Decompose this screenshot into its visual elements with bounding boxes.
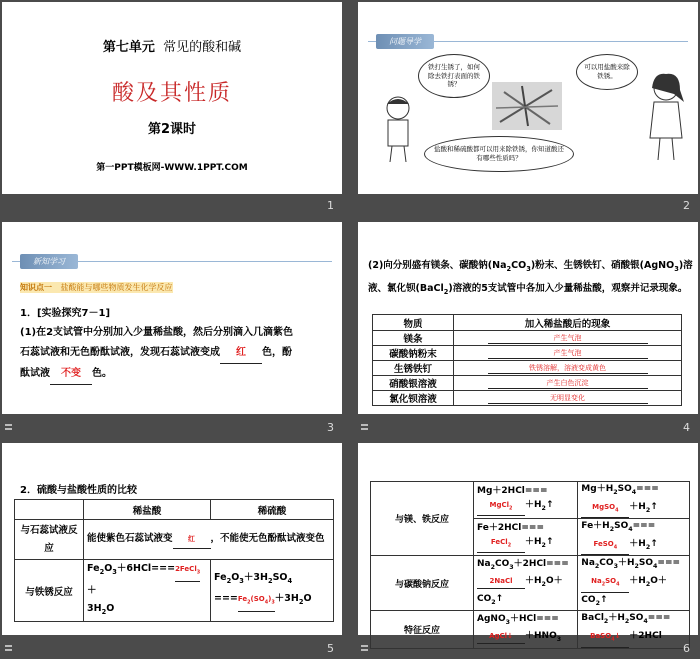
note-icon	[4, 644, 14, 654]
subscript: 4	[615, 507, 619, 514]
section-tag: 问题导学	[376, 34, 434, 49]
table-row-na2co3	[371, 556, 690, 611]
slide-5-footer	[2, 639, 342, 659]
row-litmus-content	[84, 520, 334, 560]
subscript: 4	[611, 636, 615, 643]
section-heading: 2．硫酸与盐酸性质的比较	[20, 485, 137, 496]
hcl-eq-plus: ＋	[87, 585, 97, 597]
subscript: 2	[443, 287, 449, 296]
na-h2so4-eq2: CO	[599, 558, 614, 569]
fe-hcl-answer-text: FeCl	[490, 538, 508, 547]
mg-hcl-tail: ＋H	[525, 499, 542, 510]
row-result	[454, 391, 682, 406]
subscript: 2	[509, 505, 513, 512]
subscript: 2	[541, 504, 546, 512]
slide-1[interactable]	[2, 2, 342, 194]
table-header-row	[15, 500, 334, 520]
table-row-litmus	[15, 520, 334, 560]
subscript: 3	[196, 569, 201, 576]
hcl-eq-e: O	[106, 603, 115, 615]
mg-h2so4-tail: ＋H	[629, 501, 646, 512]
table-row	[373, 331, 682, 346]
intro-part-1: (2)向分别盛有镁条、碳酸钠(Na	[368, 260, 507, 271]
slide-2-footer	[358, 196, 698, 216]
page-number: 4	[683, 421, 690, 434]
subscript: 2	[645, 506, 651, 514]
subscript: 4	[613, 544, 618, 551]
subscript: 3	[613, 563, 618, 571]
question-line-3	[20, 364, 330, 385]
na-h2so4-tail2: O＋	[650, 576, 667, 587]
reactions-table	[370, 481, 690, 649]
litmus-text-b: ，不能使无色酚酞试液变色	[210, 533, 325, 544]
row-label-characteristic: 特征反应	[371, 611, 474, 648]
table-row	[373, 361, 682, 376]
mg-hcl-cell	[474, 482, 578, 519]
slide-5[interactable]	[2, 443, 342, 635]
subscript: 2	[634, 563, 639, 571]
litmus-answer: 红	[173, 530, 211, 549]
na-hcl-eq2: CO	[495, 558, 510, 569]
mg-h2so4-answer-text: MgSO	[592, 502, 616, 511]
hcl-eq-b: O	[104, 563, 113, 574]
fe-h2so4-tail: ＋H	[629, 538, 646, 549]
h2so4-answer-b: (SO	[250, 594, 265, 603]
subscript: 3	[271, 599, 275, 606]
up-arrow-icon: ↑	[495, 594, 504, 605]
na-h2so4-answer-a: Na	[591, 577, 602, 586]
header-phenomenon: 加入稀盐酸后的现象	[454, 315, 682, 331]
subscript: 2	[491, 599, 496, 607]
row-substance: 碳酸钠粉末	[373, 346, 454, 361]
row-label-rust: 与铁锈反应	[15, 560, 84, 622]
litmus-text-a: 能使紫色石蕊试液变	[87, 533, 173, 544]
na-h2so4-cell	[578, 556, 690, 611]
intro-part-3: )粉末、生锈铁钉、硝酸银	[530, 260, 640, 271]
site-label: 第一PPT模板网-WWW.1PPT.COM	[96, 163, 248, 173]
h2so4-eq-f: ＋3H	[274, 592, 299, 604]
row-result	[454, 346, 682, 361]
mg-hcl-answer	[477, 498, 525, 516]
subscript: 2	[101, 608, 107, 617]
na-h2so4-tail: ＋H	[629, 576, 646, 587]
mg-h2so4-answer	[581, 500, 629, 518]
ba-answer-b: ↓	[614, 632, 621, 641]
page-number: 1	[327, 199, 334, 212]
mg-hcl-eq: Mg＋2HCl===	[477, 485, 548, 496]
answer-blank-1	[220, 343, 262, 364]
subscript: 2	[601, 581, 606, 588]
subscript: 4	[643, 618, 648, 626]
h2so4-eq-b: O	[231, 572, 240, 583]
subscript: 3	[674, 264, 679, 273]
slide-title: 酸及其性质	[111, 81, 232, 106]
intro-part-4: (AgNO	[639, 260, 675, 271]
header-substance: 物质	[373, 315, 454, 331]
table-row	[373, 391, 682, 406]
subscript: 2	[267, 576, 273, 585]
na-h2so4-answer-b: SO	[605, 577, 617, 586]
answer-unchanged: 不变	[61, 368, 81, 379]
table-row-mg-fe	[371, 482, 690, 519]
question-text-e: 色。	[92, 368, 112, 379]
question-line-2	[20, 343, 330, 364]
ba-answer-a: BaSO	[590, 632, 612, 641]
subscript: 4	[653, 563, 658, 571]
subscript: 2	[541, 581, 546, 589]
page-number: 3	[327, 421, 334, 434]
mg-h2so4-cell	[578, 482, 690, 519]
note-icon	[360, 423, 370, 433]
h2so4-answer-c: )	[268, 594, 272, 603]
slide-3[interactable]	[2, 222, 342, 414]
hcl-eq-d: 3H	[87, 603, 102, 615]
intro-part-6: )溶液的5支试管中各加入少量稀盐酸，	[448, 282, 612, 294]
co2-text: CO	[581, 594, 596, 605]
answer-red: 红	[236, 347, 246, 358]
question-text-d: 酞试液	[20, 368, 50, 379]
mg-h2so4-eq3: ===	[636, 484, 659, 494]
ba-eq4: ===	[647, 613, 671, 624]
fe-h2so4-answer-text: FeSO	[593, 539, 614, 548]
header-empty	[15, 500, 84, 520]
slide-6[interactable]	[358, 443, 698, 644]
h2so4-equation	[211, 560, 334, 622]
subscript: 2	[645, 580, 651, 588]
row-substance: 生锈铁钉	[373, 361, 454, 376]
question-line-1: (1)在2支试管中分别加入少量稀盐酸，然后分别滴入几滴紫色	[20, 327, 294, 338]
up-arrow-icon: ↑	[650, 538, 658, 549]
page-number: 6	[683, 642, 690, 655]
fe-hcl-eq: Fe＋2HCl===	[477, 523, 544, 534]
answer-blank-2	[50, 364, 92, 385]
na-hcl-cell	[474, 556, 578, 611]
subscript: 2	[603, 618, 609, 626]
na-hcl-eq3: ＋2HCl===	[513, 558, 569, 569]
na-h2so4-eq: Na	[581, 558, 595, 569]
subscript: 3	[239, 576, 244, 585]
ba-tail: ＋2HCl	[629, 631, 662, 642]
knowledge-title: 盐酸能与哪些物质发生化学反应	[60, 283, 173, 292]
result-answer: 产生气泡	[488, 348, 648, 359]
subscript: 4	[628, 525, 633, 533]
page-number: 2	[683, 199, 690, 212]
unit-label: 第七单元	[102, 40, 155, 55]
subscript: 2	[490, 563, 495, 571]
note-icon	[360, 644, 370, 654]
subscript: 4	[287, 576, 293, 585]
result-answer: 铁锈溶解，溶液变成黄色	[488, 363, 648, 374]
girl-figure-icon	[644, 72, 688, 164]
boy-figure-icon	[378, 94, 418, 164]
ba-eq3: SO	[629, 613, 644, 624]
na-hcl-eq: Na	[477, 558, 491, 569]
subscript: 2	[645, 543, 651, 551]
iron-nails-photo-icon	[492, 82, 562, 130]
slide-1-footer	[2, 196, 342, 216]
subscript: 2	[226, 576, 232, 585]
fe-hcl-tail: ＋H	[525, 537, 542, 548]
fe-h2so4-answer	[581, 537, 629, 555]
ag-answer: AgCl↓	[477, 629, 525, 644]
slide-3-footer	[2, 418, 342, 438]
subscript: 3	[509, 563, 514, 571]
subscript: 2	[507, 542, 512, 549]
row-substance: 硝酸银溶液	[373, 376, 454, 391]
subscript: 2	[613, 488, 618, 496]
subscript: 3	[112, 567, 117, 576]
subscript: 2	[624, 618, 630, 626]
subscript: 2	[247, 599, 251, 606]
h2so4-eq-e: ===	[214, 592, 238, 604]
fe-h2so4-cell	[578, 519, 690, 556]
question-text	[20, 323, 330, 385]
up-arrow-icon: ↑	[545, 499, 554, 510]
table-row	[373, 346, 682, 361]
unit-title: 常见的酸和碱	[163, 40, 242, 55]
h2so4-eq-d: SO	[272, 572, 288, 583]
h2so4-eq-c: ＋3H	[243, 572, 268, 583]
ag-tail: ＋HNO	[525, 631, 557, 642]
subscript: 4	[264, 599, 269, 606]
up-arrow-icon: ↑	[650, 501, 658, 512]
slide-4-footer	[358, 418, 698, 438]
ag-eq2: ＋HCl===	[509, 613, 559, 624]
fe-hcl-answer	[477, 535, 525, 553]
intro-part-2: CO	[511, 260, 527, 271]
note-icon	[4, 423, 14, 433]
result-answer: 无明显变化	[488, 393, 648, 404]
slide-4[interactable]	[358, 222, 698, 414]
mg-h2so4-eq: Mg＋H	[581, 484, 614, 494]
row-label-na2co3: 与碳酸钠反应	[371, 556, 474, 611]
knowledge-label: 知识点一	[20, 283, 52, 292]
result-answer: 产生白色沉淀	[488, 378, 648, 389]
subscript: 2	[595, 599, 600, 607]
na-h2so4-eq4: SO	[638, 558, 654, 569]
row-label-litmus: 与石蕊试液反应	[15, 520, 84, 560]
fe-h2so4-eq2: SO	[614, 521, 629, 532]
row-result	[454, 376, 682, 391]
fe-h2so4-eq3: ===	[632, 521, 656, 532]
up-arrow-icon: ↑	[545, 537, 554, 548]
speech-bubble-answer: 可以用盐酸来除铁锈。	[576, 54, 638, 90]
intro-part-7: 观察并记录现象。	[611, 282, 688, 294]
ba-eq2: ＋H	[608, 613, 625, 624]
speech-bubble-question: 铁打生锈了，如何除去铁打表面的铁锈？	[418, 54, 490, 98]
table-header-row	[373, 315, 682, 331]
lesson-label: 第2课时	[147, 122, 197, 137]
na-hcl-tail: ＋H	[525, 576, 542, 587]
knowledge-point	[20, 282, 173, 293]
ba-eq: BaCl	[581, 613, 604, 624]
header-h2so4: 稀硫酸	[211, 500, 334, 520]
comparison-table	[14, 499, 334, 622]
h2so4-eq-a: Fe	[214, 572, 227, 583]
h2so4-answer-a: Fe	[237, 594, 248, 603]
intro-text	[368, 256, 694, 302]
table-row-rust	[15, 560, 334, 622]
na-h2so4-eq5: ===	[657, 558, 681, 569]
subscript: 3	[526, 264, 531, 273]
co2-text: CO	[477, 594, 492, 605]
row-result	[454, 331, 682, 346]
unit-heading	[2, 36, 342, 55]
subscript: 2	[541, 541, 546, 549]
intro-part-5: )溶液、氯化钡(BaCl	[368, 260, 693, 294]
row-label-mg-fe: 与镁、铁反应	[371, 482, 474, 556]
subscript: 3	[556, 636, 562, 644]
subscript: 4	[631, 488, 637, 496]
table-row	[373, 376, 682, 391]
subscript: 2	[298, 597, 304, 606]
mg-h2so4-eq2: SO	[617, 484, 632, 494]
question-text-c: 色，酚	[262, 347, 292, 358]
h2so4-eq-g: O	[303, 592, 312, 604]
row-result	[454, 361, 682, 376]
hcl-eq-c: ＋6HCl===	[116, 563, 176, 574]
item-heading: 1．[实验探究7－1]	[20, 308, 111, 319]
subscript: 2	[594, 563, 600, 571]
up-arrow-icon: ↑	[599, 594, 608, 605]
subscript: 2	[506, 264, 512, 273]
na-hcl-tail2: O＋	[545, 576, 563, 587]
hcl-answer-a: 2FeCl	[175, 565, 197, 573]
header-hcl: 稀盐酸	[84, 500, 211, 520]
subscript: 4	[616, 581, 620, 588]
fe-hcl-cell	[474, 519, 578, 556]
subscript: 3	[505, 618, 510, 626]
hcl-equation	[84, 560, 211, 622]
speech-bubble-summary: 盐酸和稀硫酸都可以用来除铁锈，你知道酸还有哪些性质吗？	[424, 136, 574, 172]
na-hcl-answer: 2NaCl	[477, 574, 525, 589]
na-h2so4-eq3: ＋H	[617, 558, 635, 569]
na-h2so4-answer	[581, 574, 629, 592]
hcl-answer	[175, 560, 200, 582]
phenomena-table	[372, 314, 682, 406]
result-answer: 产生气泡	[488, 333, 648, 344]
hcl-eq-a: Fe	[87, 563, 100, 574]
page-number: 5	[327, 642, 334, 655]
row-substance: 镁条	[373, 331, 454, 346]
question-text-b: 石蕊试液和无色酚酞试液，发现石蕊试液变成	[20, 347, 220, 358]
subscript: 2	[99, 567, 105, 576]
row-substance: 氯化钡溶液	[373, 391, 454, 406]
fe-h2so4-eq: Fe＋H	[581, 521, 610, 532]
slide-2[interactable]	[358, 2, 698, 194]
ag-eq: AgNO	[477, 613, 506, 624]
mg-hcl-answer-text: MgCl	[489, 500, 510, 509]
section-tag: 新知学习	[20, 254, 78, 269]
h2so4-answer	[238, 590, 275, 612]
subscript: 2	[609, 525, 615, 533]
